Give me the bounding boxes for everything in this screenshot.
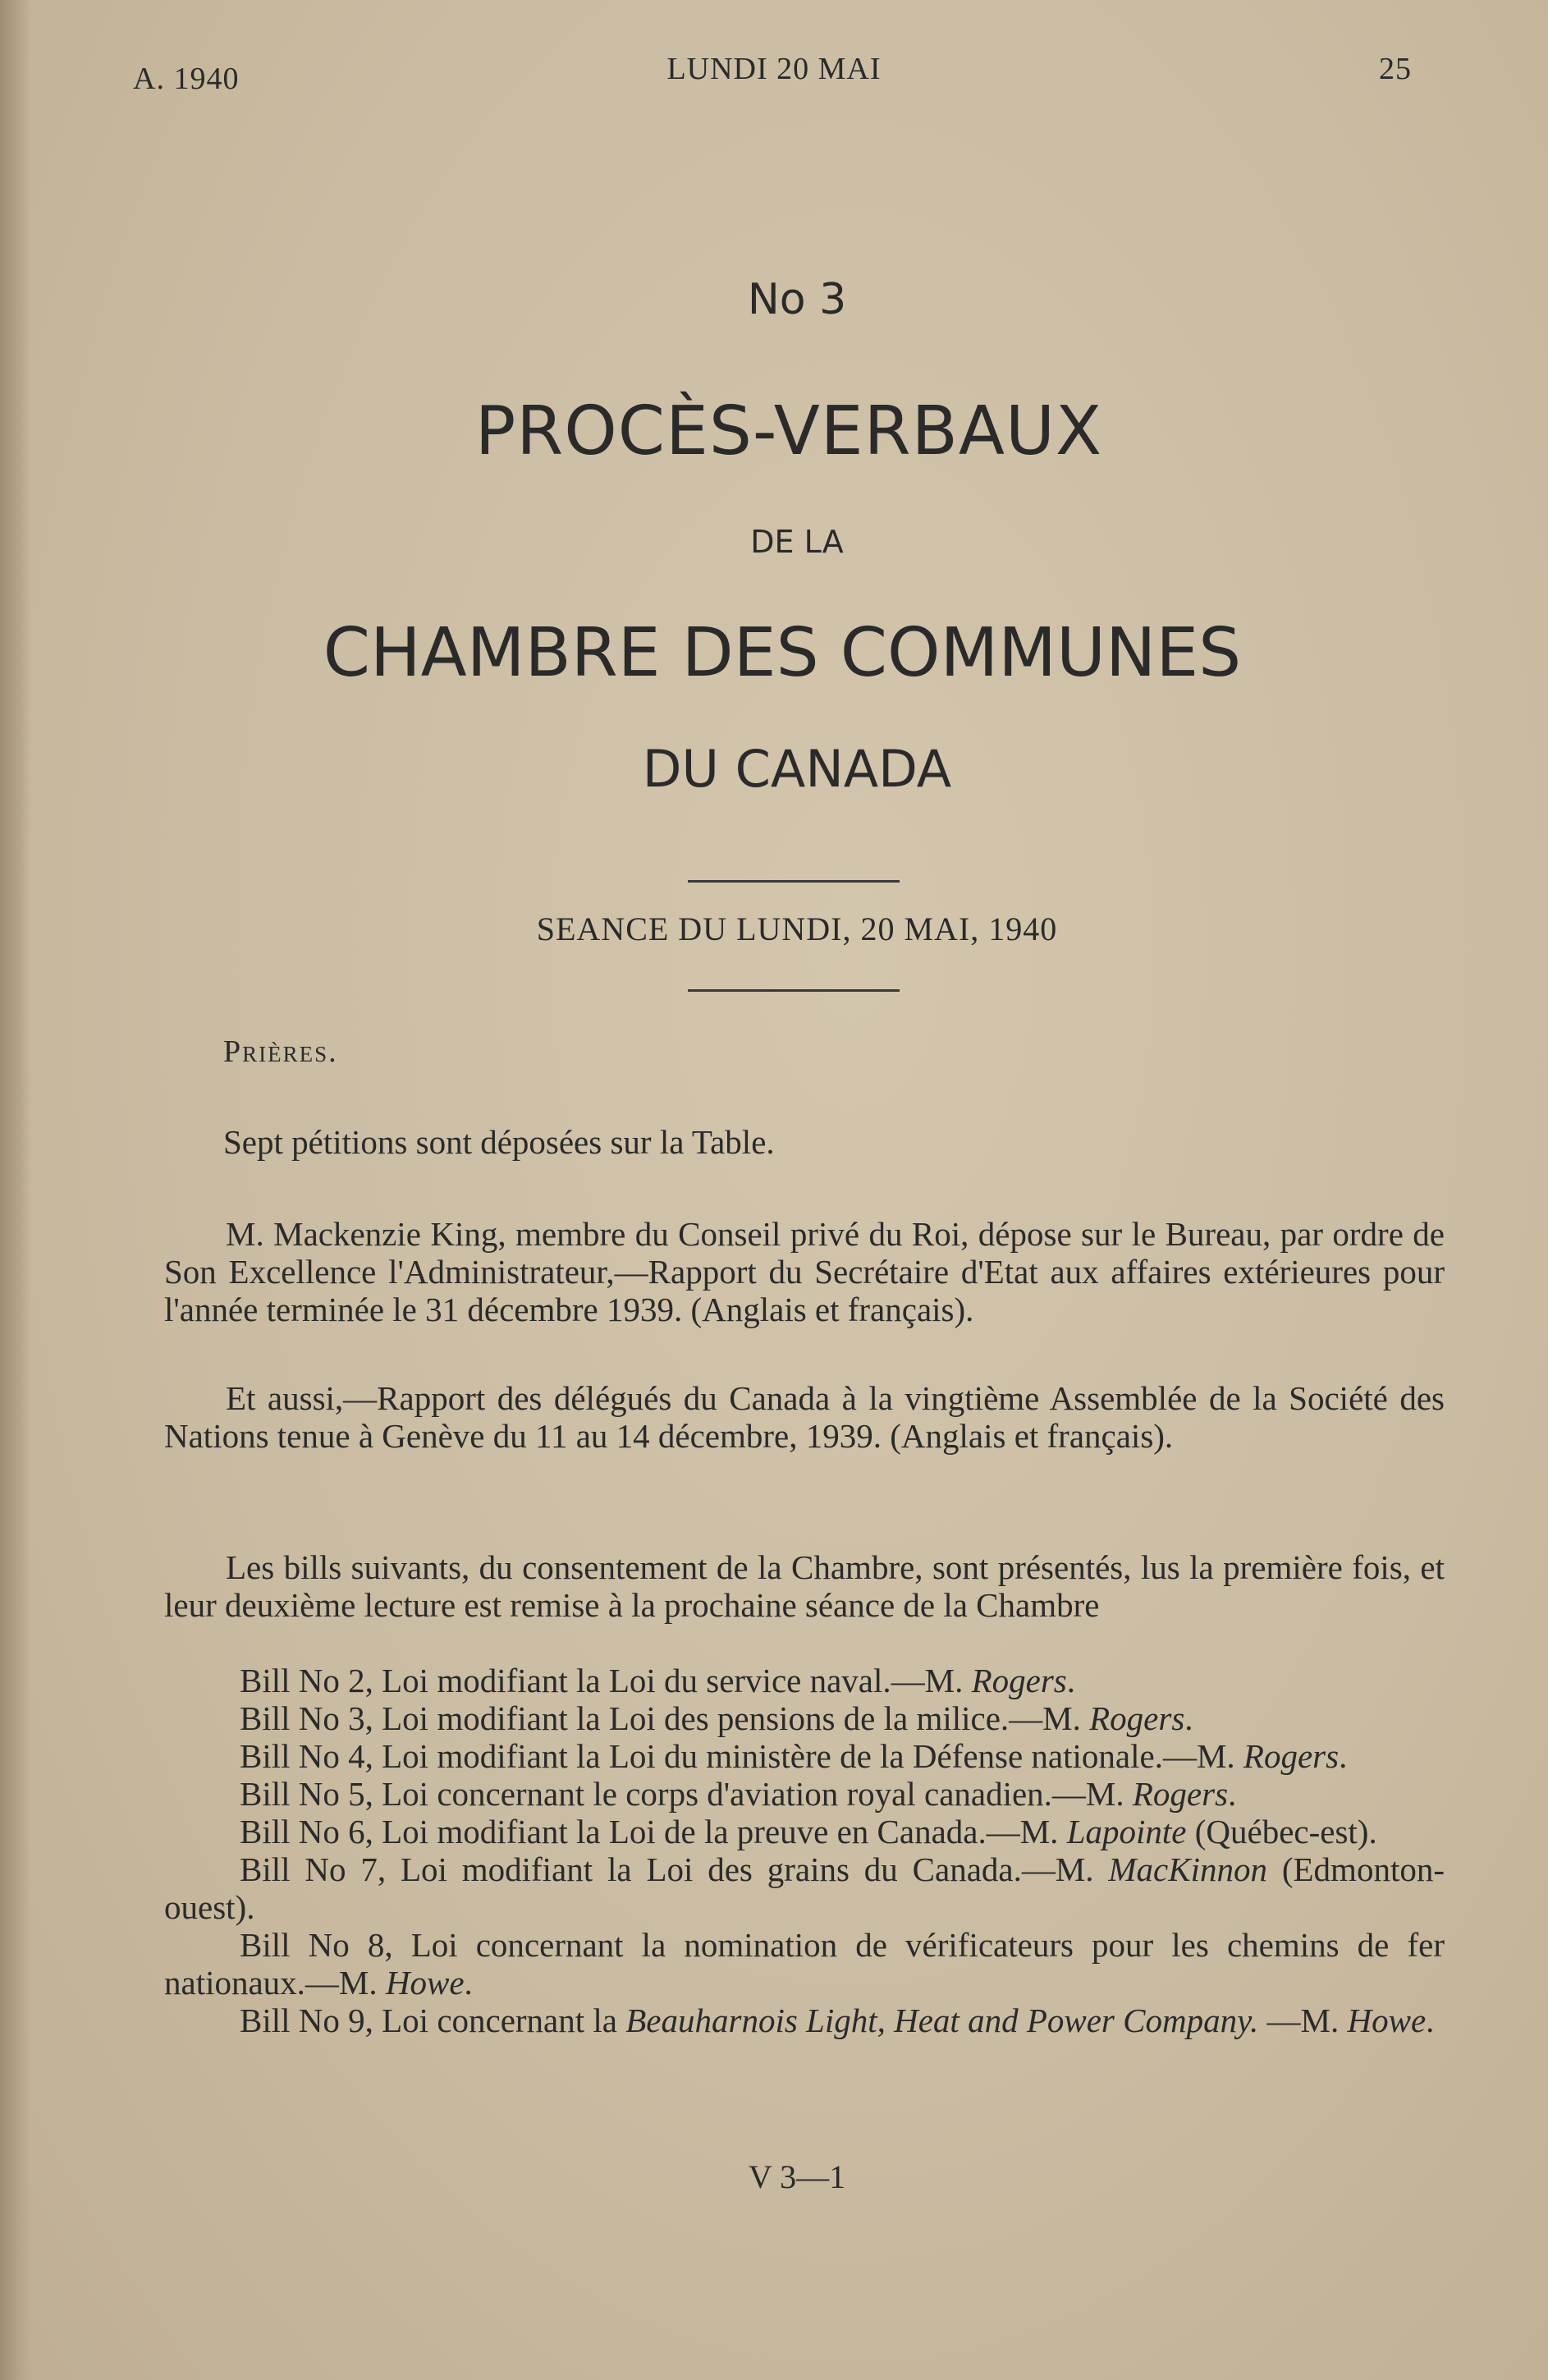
paragraph-report-external-affairs: M. Mackenzie King, membre du Conseil privé du Roi, dépose sur le Bureau, par ordre de Son Excellence l'Administrateur,—Rapport du Secrétaire d'Etat aux affaires extérieures pour l'année terminée le 31 décembre 1939. (Anglais et français). bbox=[164, 1215, 1445, 1328]
title-chambre: CHAMBRE DES COMMUNES bbox=[323, 614, 1242, 692]
page-number: 25 bbox=[1379, 52, 1412, 86]
petitions-line: Sept pétitions sont déposées sur la Table. bbox=[223, 1123, 775, 1161]
bill-item: Bill No 6, Loi modifiant la Loi de la preuve en Canada.—M. Lapointe (Québec-est). bbox=[240, 1813, 1377, 1850]
session-heading: SEANCE DU LUNDI, 20 MAI, 1940 bbox=[536, 910, 1058, 947]
prayers-heading: Prières. bbox=[223, 1034, 338, 1069]
bill-item: Bill No 5, Loi concernant le corps d'aviation royal canadien.—M. Rogers. bbox=[240, 1775, 1237, 1813]
paragraph-report-league-nations: Et aussi,—Rapport des délégués du Canada à la vingtième Assemblée de la Société des Nations tenue à Genève du 11 au 14 décembre, 1939. (Anglais et français). bbox=[164, 1379, 1445, 1455]
running-header bbox=[0, 51, 1548, 108]
bills-list bbox=[164, 1662, 1445, 2039]
title-proces-verbaux: PROCÈS-VERBAUX bbox=[474, 392, 1103, 470]
title-du-canada: DU CANADA bbox=[642, 739, 952, 799]
signature-mark: V 3—1 bbox=[748, 2158, 846, 2195]
bill-item: Bill No 9, Loi concernant la Beauharnois Light, Heat and Power Company. —M. Howe. bbox=[240, 2002, 1435, 2039]
header-date: LUNDI 20 MAI bbox=[666, 52, 882, 86]
divider-bottom bbox=[688, 989, 900, 992]
page-binding-edge bbox=[0, 0, 31, 2380]
issue-number: No 3 bbox=[747, 275, 847, 324]
bill-item: Bill No 2, Loi modifiant la Loi du service naval.—M. Rogers. bbox=[240, 1662, 1075, 1699]
bill-item: Bill No 8, Loi concernant la nomination de vérificateurs pour les chemins de fer nationaux.—M. Howe. bbox=[164, 1926, 1445, 2002]
title-de-la: DE LA bbox=[750, 524, 844, 560]
divider-top bbox=[688, 880, 900, 883]
bill-item: Bill No 4, Loi modifiant la Loi du ministère de la Défense nationale.—M. Rogers. bbox=[240, 1737, 1348, 1775]
header-year: A. 1940 bbox=[133, 62, 240, 96]
bill-item: Bill No 7, Loi modifiant la Loi des grains du Canada.—M. MacKinnon (Edmonton-ouest). bbox=[164, 1850, 1445, 1926]
bill-item: Bill No 3, Loi modifiant la Loi des pensions de la milice.—M. Rogers. bbox=[240, 1699, 1193, 1737]
paragraph-bills-intro: Les bills suivants, du consentement de la Chambre, sont présentés, lus la première fois, et leur deuxième lecture est remise à la prochaine séance de la Chambre bbox=[164, 1548, 1445, 1624]
